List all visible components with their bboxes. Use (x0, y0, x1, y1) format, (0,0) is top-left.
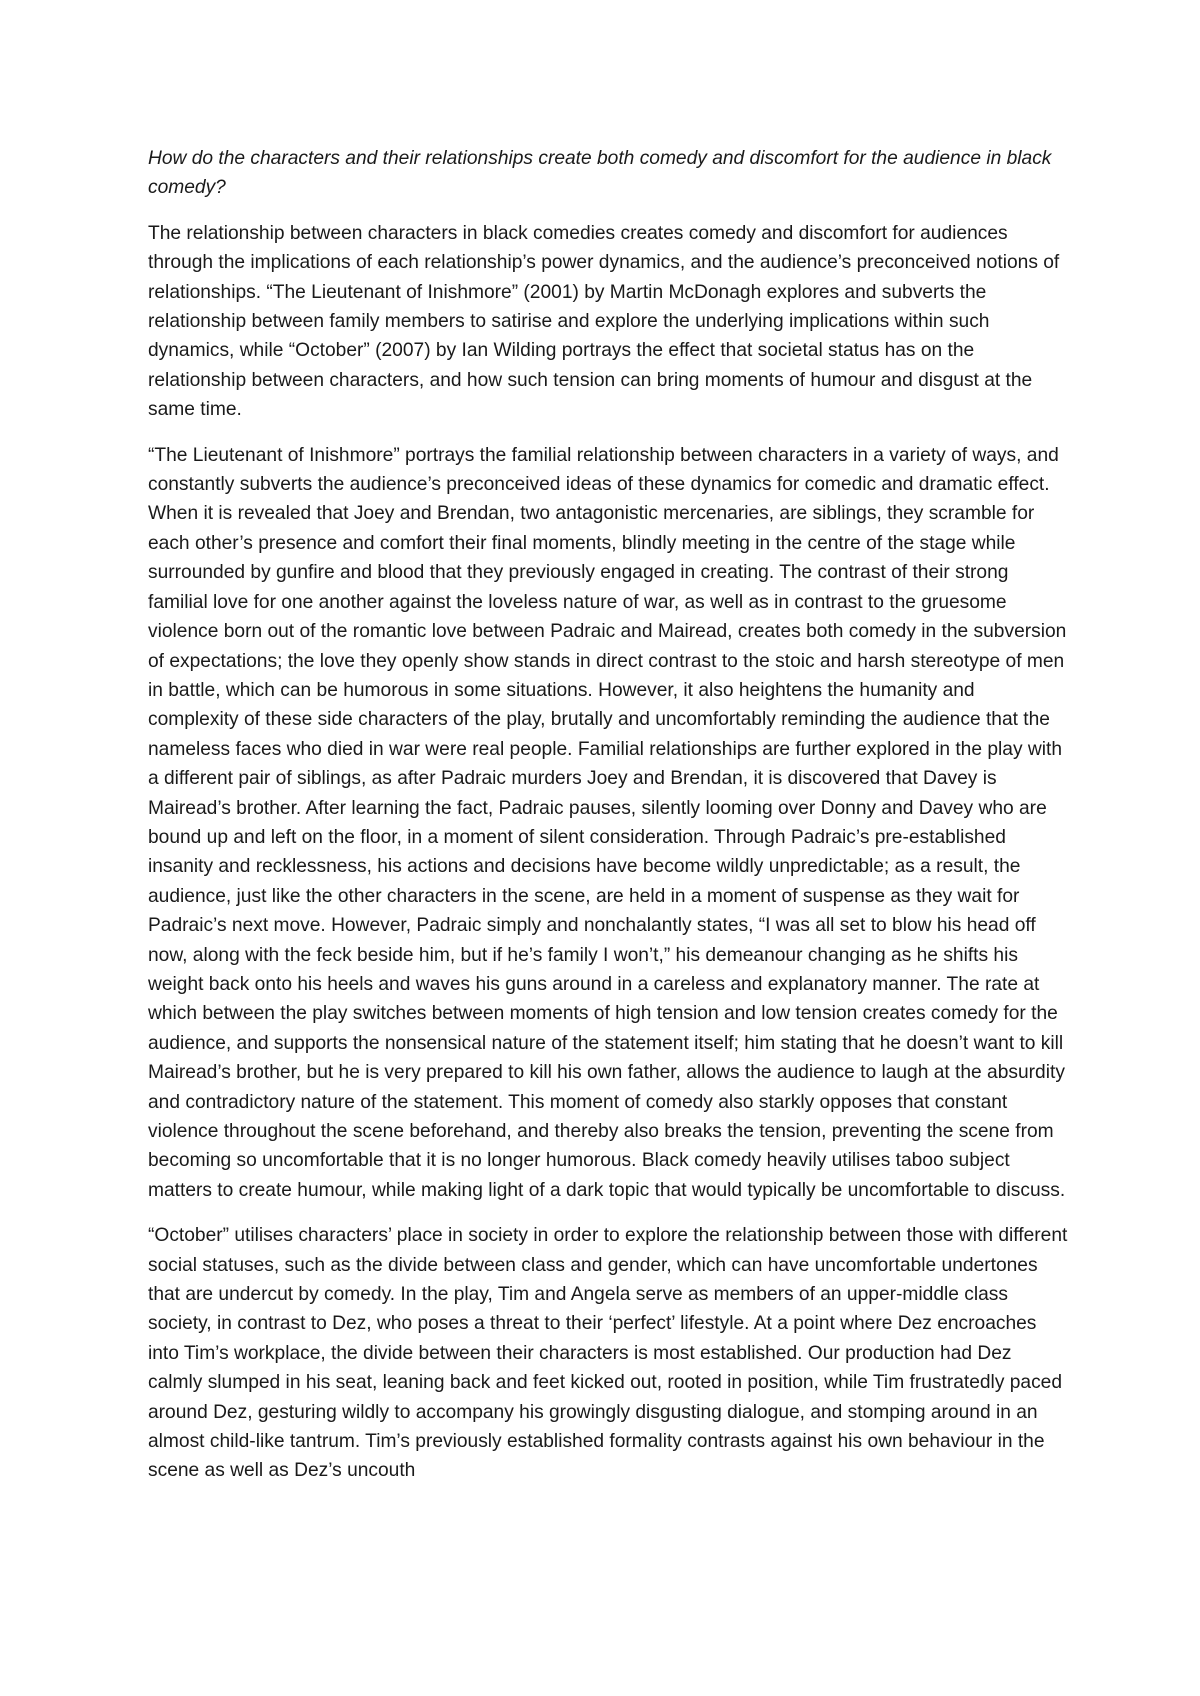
paragraph-introduction: The relationship between characters in black comedies creates comedy and discomfort for audiences through the implications of each relationship’s power dynamics, and the audience’s preconceived notions of relationships. “The Lieutenant of Inishmore” (2001) by Martin McDonagh explores and subverts the relationship between family members to satirise and explore the underlying implications within such dynamics, while “October” (2007) by Ian Wilding portrays the effect that societal status has on the relationship between characters, and how such tension can bring moments of humour and disgust at the same time. (148, 222, 1060, 421)
paragraph-lieutenant-of-inishmore: “The Lieutenant of Inishmore” portrays the familial relationship between characters in a variety of ways, and constantly subverts the audience’s preconceived ideas of these dynamics for comedic and dramatic effect. When it is revealed that Joey and Brendan, two antagonistic mercenaries, are siblings, they scramble for each other’s presence and comfort their final moments, blindly meeting in the centre of the stage while surrounded by gunfire and blood that they previously engaged in creating. The contrast of their strong familial love for one another against the loveless nature of war, as well as in contrast to the gruesome violence born out of the romantic love between Padraic and Mairead, creates both comedy in the subversion of expectations; the love they openly show stands in direct contrast to the stoic and harsh stereotype of men in battle, which can be humorous in some situations. However, it also heightens the humanity and complexity of these side characters of the play, brutally and uncomfortably reminding the audience that the nameless faces who died in war were real people. Familial relationships are further explored in the play with a different pair of siblings, as after Padraic murders Joey and Brendan, it is discovered that Davey is Mairead’s brother. After learning the fact, Padraic pauses, silently looming over Donny and Davey who are bound up and left on the floor, in a moment of silent consideration. Through Padraic’s pre-established insanity and recklessness, his actions and decisions have become wildly unpredictable; as a result, the audience, just like the other characters in the scene, are held in a moment of suspense as they wait for Padraic’s next move. However, Padraic simply and nonchalantly states, “I was all set to blow his head off now, along with the feck beside him, but if he’s family I won’t,” his demeanour changing as he shifts his weight back onto his heels and waves his guns around in a careless and explanatory manner. The rate at which between the play switches between moments of high tension and low tension creates comedy for the audience, and supports the nonsensical nature of the statement itself; him stating that he doesn’t want to kill Mairead’s brother, but he is very prepared to kill his own father, allows the audience to laugh at the absurdity and contradictory nature of the statement. This moment of comedy also starkly opposes that constant violence throughout the scene beforehand, and thereby also breaks the tension, preventing the scene from becoming so uncomfortable that it is no longer humorous. Black comedy heavily utilises taboo subject matters to create humour, while making light of a dark topic that would typically be uncomfortable to discuss. (148, 444, 1067, 1201)
document-body (148, 144, 1070, 1502)
paragraph-october: “October” utilises characters’ place in society in order to explore the relationship between those with different social statuses, such as the divide between class and gender, which can have uncomfortable undertones that are undercut by comedy. In the play, Tim and Angela serve as members of an upper-middle class society, in contrast to Dez, who poses a threat to their ‘perfect’ lifestyle. At a point where Dez encroaches into Tim’s workplace, the divide between their characters is most established. Our production had Dez calmly slumped in his seat, leaning back and feet kicked out, rooted in position, while Tim frustratedly paced around Dez, gesturing wildly to accompany his growingly disgusting dialogue, and stomping around in an almost child-like tantrum. Tim’s previously established formality contrasts against his own behaviour in the scene as well as Dez’s uncouth (148, 1225, 1068, 1482)
essay-question: How do the characters and their relationships create both comedy and discomfort for the audience in black comedy? (148, 148, 1052, 199)
